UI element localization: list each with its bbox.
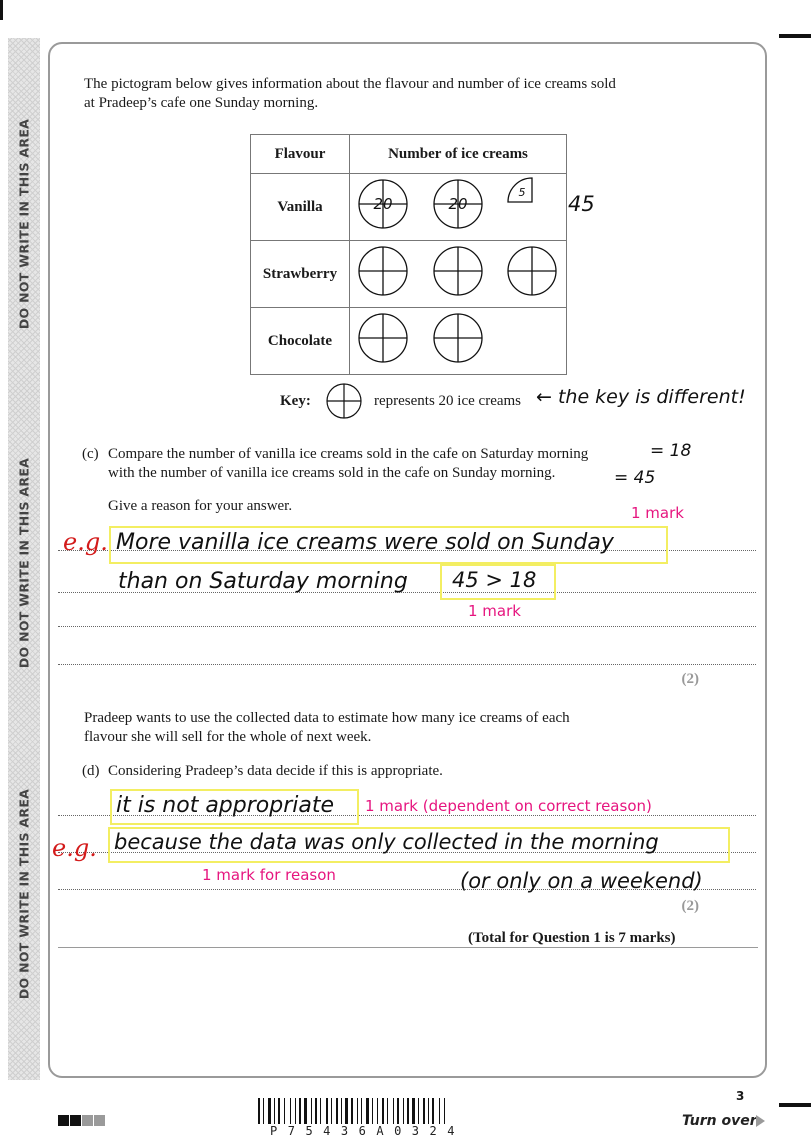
ice-cream-symbol-icon [508,247,556,295]
part-c-line-2: with the number of vanilla ice creams sold in the cafe on Sunday morning. [108,465,556,481]
question-total: (Total for Question 1 is 7 marks) [468,930,676,946]
ice-cream-symbol-icon [434,180,482,228]
symbol-note: 5 [518,186,526,199]
do-not-write-label: DO NOT WRITE IN THIS AREA [16,788,32,1000]
header-flavour: Flavour [251,135,350,174]
header-number: Number of ice creams [350,135,567,174]
mark-annotation: 1 mark [468,602,521,620]
intro-line-2: at Pradeep’s cafe one Sunday morning. [84,95,319,111]
pictogram-table [250,134,567,375]
answer-line [58,626,756,627]
chocolate-symbols [350,308,567,375]
part-d-answer-2: because the data was only collected in the morning [114,830,659,854]
corner-mark-top [779,34,811,38]
symbol-note: 20 [373,195,393,213]
mark-annotation: 1 mark for reason [202,866,336,884]
key-symbol-icon [316,382,376,420]
flavour-vanilla: Vanilla [251,174,350,241]
eg-label: e.g. [52,834,97,862]
intro-line-1: The pictogram below gives information about the flavour and number of ice creams sold [84,76,616,92]
ice-cream-symbol-icon [434,314,482,362]
corner-mark-bottom [779,1103,811,1107]
do-not-write-label: DO NOT WRITE IN THIS AREA [16,118,32,330]
mark-annotation: 1 mark (dependent on correct reason) [365,797,652,815]
answer-line [58,664,756,665]
strawberry-symbols [350,241,567,308]
key-text: represents 20 ice creams [374,393,522,409]
part-d-question: Considering Pradeep’s data decide if this is appropriate. [108,763,443,779]
sunday-note: = 45 [614,468,656,488]
part-d-intro-line-2: flavour she will sell for the whole of next week. [84,729,372,745]
quarter-symbol-icon [508,178,532,202]
turn-over-arrow-icon [756,1115,765,1127]
marks-available: (2) [681,671,699,687]
mark-annotation: 1 mark [631,504,684,522]
flavour-chocolate: Chocolate [251,308,350,375]
page-number: 3 [736,1089,745,1103]
footer-squares [58,1115,106,1133]
part-d-label: (d) [82,763,100,779]
crop-mark [0,0,3,20]
strawberry-icons [350,241,566,302]
barcode [258,1098,558,1124]
key-label: Key: [280,393,311,409]
vanilla-symbols [350,174,567,241]
turn-over-label: Turn over [682,1113,757,1129]
divider [58,947,758,948]
eg-label: e.g. [63,528,108,556]
part-c-comparison: 45 > 18 [452,568,537,592]
part-d-intro-line-1: Pradeep wants to use the collected data to estimate how many ice creams of each [84,710,570,726]
vanilla-total-note: 45 [568,192,595,216]
do-not-write-label: DO NOT WRITE IN THIS AREA [16,457,32,669]
part-d-answer-3: (or only on a weekend) [460,869,703,893]
part-c-label: (c) [82,446,99,462]
ice-cream-symbol-icon [359,180,407,228]
part-c-line-1: Compare the number of vanilla ice creams sold in the cafe on Saturday morning [108,446,589,462]
part-c-answer-1: More vanilla ice creams were sold on Sunday [116,530,614,555]
vanilla-icons [350,174,566,235]
flavour-strawberry: Strawberry [251,241,350,308]
part-c-reason-prompt: Give a reason for your answer. [108,498,293,514]
ice-cream-symbol-icon [359,314,407,362]
ice-cream-symbol-icon [434,247,482,295]
symbol-note: 20 [448,195,468,213]
ice-cream-symbol-icon [359,247,407,295]
part-c-answer-2: than on Saturday morning [118,569,408,594]
marks-available: (2) [681,898,699,914]
part-d-answer-1: it is not appropriate [116,793,335,818]
barcode-text: P75436A0324 [270,1124,465,1138]
saturday-note: = 18 [650,441,692,461]
key-annotation: ← the key is different! [536,386,746,408]
chocolate-icons [350,308,566,369]
